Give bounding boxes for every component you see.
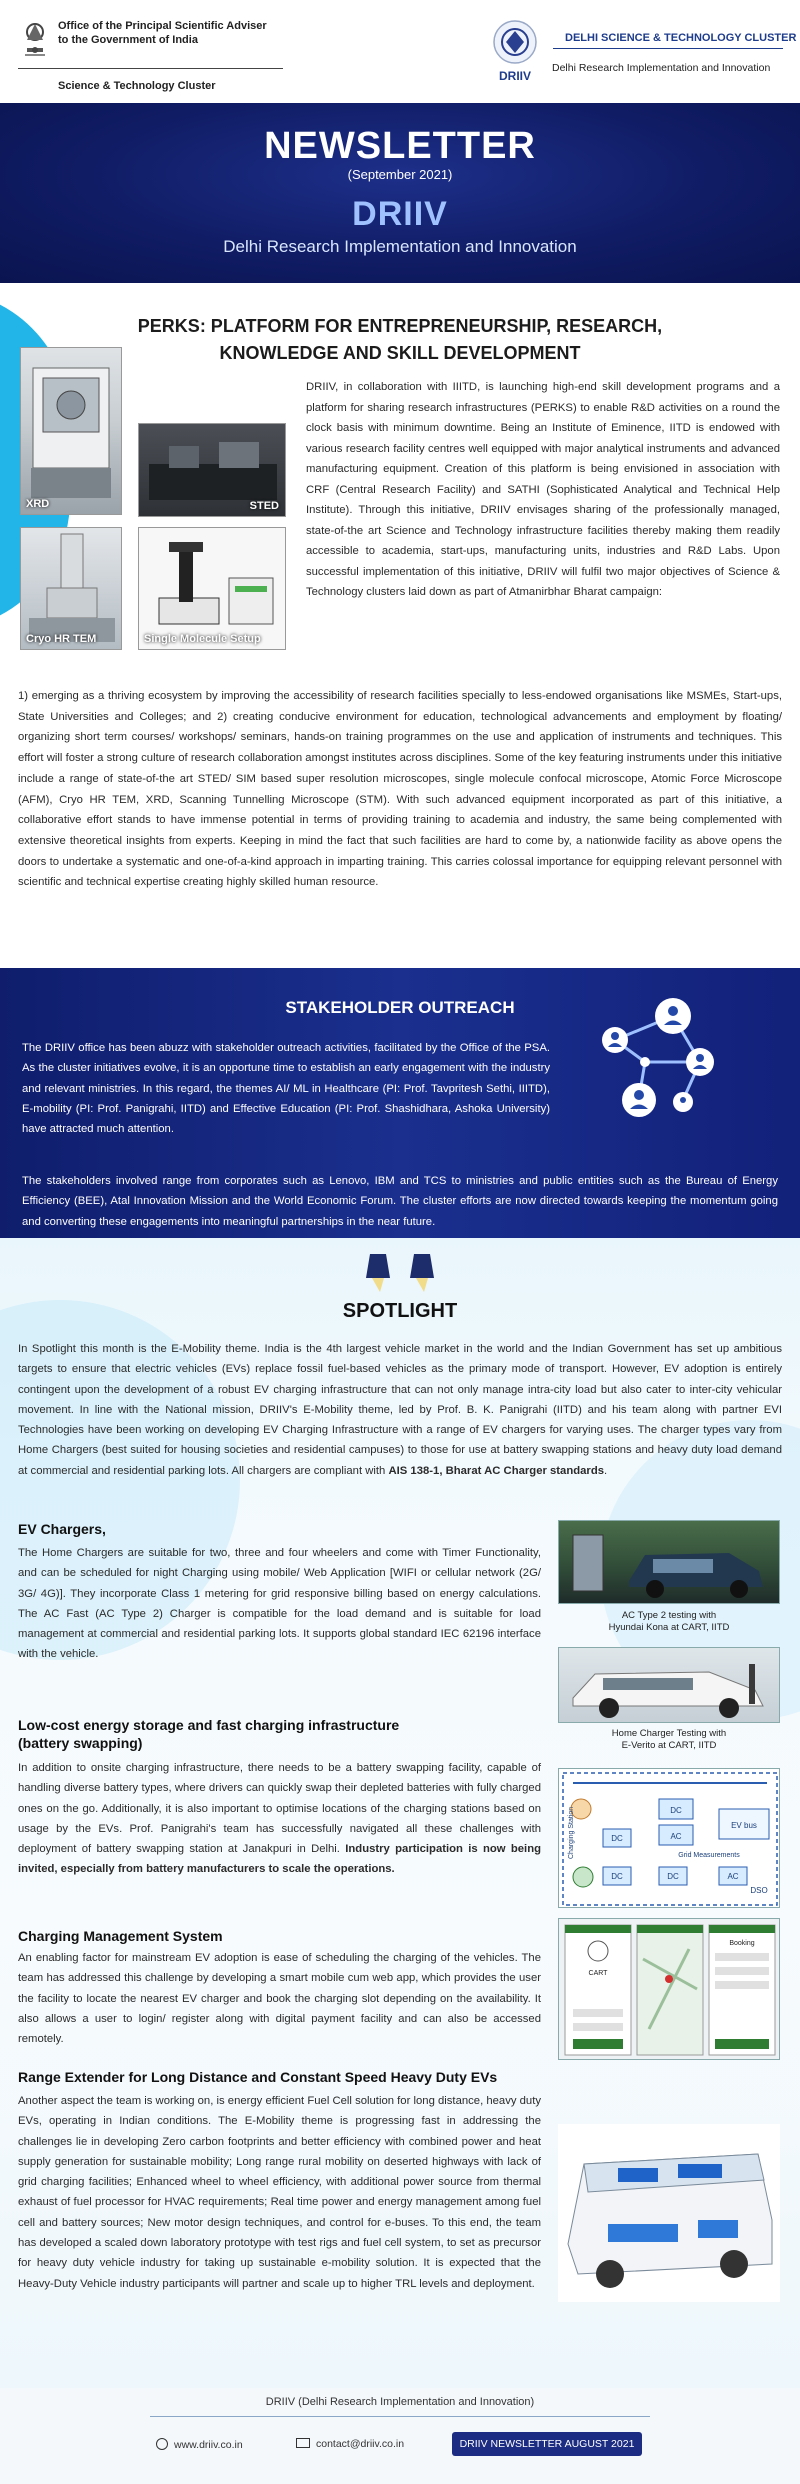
caption-ac-type2-line1: AC Type 2 testing with: [621, 1610, 717, 1621]
footer-email-text[interactable]: contact@driiv.co.in: [316, 2438, 405, 2450]
national-emblem-icon: [18, 18, 52, 62]
newsletter-banner: [0, 103, 800, 283]
perks-paragraph-2: 1) emerging as a thriving ecosystem by improving the accessibility of research facilities specially to less-endowed organisations like MSMEs, Start-ups, State Universities and Colleges; and 2) creating conducive environment for education, technological advancements and employment by floating/ organizing short term courses/ workshops/ seminars, hands-on training programmes on the use and application of instruments and techniques. This effort will foster a strong culture of research collaboration amongst institutes across disciplines. Some of the key featuring instruments under this initiative include a range of state-of-the art STED/ SIM based super resolution microscopes, single molecule confocal microscope, Atomic Force Microscope (AFM), Cryo HR TEM, XRD, Scanning Tunnelling Microscope (STM). With such advanced equipment incorporated as part of this initiative, a collaborative effort stands to have immense potential in terms of providing training to academia and industry, the same being complemented with extensive theoretical insights from experts. Keeping in mind the fact that such facilities are hard to come by, a nationwide facility as above opens the doors to undertake a systematic and one-of-a-kind approach in imparting training. This carries colossal importance for equipping relevant personnel with scientific and technical expertise creating highly skilled human resource.: [18, 690, 782, 889]
network-people-icon: [585, 990, 725, 1125]
caption-home-charger-line1: Home Charger Testing with: [611, 1728, 727, 1739]
range-extender-text: Another aspect the team is working on, is energy efficient Fuel Cell solution for long distance, heavy duty EVs, operating in Indian conditions. The E-Mobility theme is progressing fast in addressing the challenges lie in developing Zero carbon footprints and better efficiency with combined power and heat supply generation for sustainable mobility; Long range rural mobility on deserted highways with lack of grid charging facilities; Enhanced wheel to wheel efficiency, with additional power source from thermal exhaust of fuel processor for HVAC requirements; Real time power and energy management among fuel cell and battery sources; New motor design techniques, and control for e-buses. To this end, the team has developed a scaled down laboratory prototype with test rigs and fuel cell system, to set as precursor for heavy duty vehicle industry for taking up sustainable e-mobility solution. It is expected that the Heavy-Duty Vehicle industry participants will partner and scale up to higher TRL levels and deployment.: [18, 2095, 541, 2290]
caption-ac-type2-line2: Hyundai Kona at CART, IITD: [608, 1622, 730, 1633]
tem-instrument-icon: [21, 528, 122, 650]
photo-label-sted: STED: [249, 500, 279, 512]
banner-subtitle: Delhi Research Implementation and Innovation: [223, 237, 577, 256]
spotlight-title: SPOTLIGHT: [342, 1300, 458, 1322]
charging-app-screens-icon: [559, 1919, 780, 2060]
newsletter-title: NEWSLETTER: [264, 125, 536, 167]
svg-text:DSO: DSO: [750, 1886, 768, 1895]
header-right-divider: [553, 48, 783, 49]
svg-text:DC: DC: [667, 1872, 679, 1881]
header-divider: [18, 68, 283, 69]
cms-heading: Charging Management System: [18, 1928, 223, 1944]
photo-xrd: [20, 347, 122, 515]
caption-home-charger: [558, 1728, 780, 1752]
photo-sted: [138, 423, 286, 517]
photo-label-single-molecule: Single Molecule Setup: [144, 633, 261, 645]
org-name-line2: to the Government of India: [58, 34, 198, 46]
photo-single-molecule-setup: [138, 527, 286, 650]
photo-label-xrd: XRD: [26, 498, 50, 510]
diagram-charging-station: [558, 1768, 780, 1908]
battery-swapping-heading: [18, 1716, 399, 1752]
spotlight-intro-bold: AIS 138-1, Bharat AC Charger standards: [388, 1464, 604, 1477]
spotlight-intro-text: In Spotlight this month is the E-Mobility theme. India is the 4th largest vehicle market in the world and the Indian Government has set up ambitious targets to ensure that electric vehicles (EVs) replace fossil fuel-based vehicles as the primary mode of transport. However, EV adoption is entirely contingent upon the development of a robust EV charging infrastructure that can not only manage intra-city load but also cater to inter-city vehicular movement. In line with the National mission, DRIIV's E-Mobility theme, led by Prof. B. K. Panigrahi (IITD) and his team along with partner EVI Technologies have been working on developing EV Charging Infrastructure with a range of EV chargers for varying uses. The charger types vary from Home Chargers (best suited for housing societies and residential campuses) to those for use at battery swapping stations and heavy duty load demand at commercial and residential parking lots. All chargers are compliant with: [18, 1343, 782, 1477]
svg-text:Grid Measurements: Grid Measurements: [678, 1852, 740, 1859]
svg-text:DC: DC: [611, 1834, 623, 1843]
svg-text:AC: AC: [727, 1872, 739, 1881]
battery-text: In addition to onsite charging infrastructure, there needs to be a battery swapping facility, capable of handling diverse battery types, where drivers can quickly swap their depleted batteries with fully charged ones on the go. Additionally, it is also important to optimise locations of the charging stations based on usage by the EVs. Prof. Panigrahi's team has successfully navigated all these challenges with deployment of battery swapping station at Janakpuri in Delhi.: [18, 1762, 541, 1856]
perks-paragraph-1: DRIIV, in collaboration with IIITD, is launching high-end skill development programs and a platform for sharing research infrastructures (PERKS) to enable R&D activities on a round the clock basis with minimum downtime. Being an Institute of Eminence, IITD is endowed with various research facility centres well equipped with major analytical instruments and advanced manufacturing equipment. Creation of this platform is being envisioned in association with CRF (Central Research Facility) and SATHI (Sophisticated Analytical and Technical Help Institute). Through this initiative, DRIIV envisages sharing of the professionally managed, state-of-the art Science and Technology infrastructure facilities thereby making them readily accessible to academia, start-ups, manufacturing units, industries and R&D Labs. Upon successful implementation of this initiative, DRIIV will fulfil two major objectives of Science & Technology clusters laid down as part of Atmanirbhar Bharat campaign:: [306, 381, 780, 598]
sedan-car-icon: [559, 1648, 780, 1723]
range-extender-heading: Range Extender for Long Distance and Constant Speed Heavy Duty EVs: [18, 2069, 498, 2085]
battery-swapping-text: [18, 1758, 541, 1880]
perks-title-line2: KNOWLEDGE AND SKILL DEVELOPMENT: [219, 343, 581, 363]
ev-chargers-text: The Home Chargers are suitable for two, three and four wheelers and come with Timer Functionality, and can be scheduled for night Charging using mobile/ Web Application [WIFI or cellular network (2G/ 3G/ 4G)]. They incorporate Class 1 metering for grid responsive billing based on energy calculations. The AC Fast (AC Type 2) Charger is compatible for the load demand and is suitable for load management at commercial and residential parking lots. It supports global standard IEC 62196 interface with the vehicle.: [18, 1547, 541, 1661]
photo-home-charger-testing: [558, 1647, 780, 1723]
footer-email[interactable]: [296, 2438, 404, 2450]
spotlight-intro: [18, 1339, 782, 1481]
battery-heading-line2: (battery swapping): [18, 1735, 143, 1751]
svg-text:Booking: Booking: [729, 1940, 755, 1947]
svg-text:AC: AC: [670, 1832, 682, 1841]
cluster-subtitle-right: Delhi Research Implementation and Innovation: [552, 62, 771, 74]
footer-divider: [150, 2416, 650, 2417]
cluster-name: Science & Technology Cluster: [58, 80, 216, 92]
photo-ac-type2-testing: [558, 1520, 780, 1604]
footer-website-text[interactable]: www.driiv.co.in: [174, 2439, 243, 2451]
spotlight-intro-end: .: [604, 1464, 608, 1477]
page-header: [0, 0, 800, 103]
perks-title: [120, 313, 680, 367]
fuel-cell-bus-icon: [558, 2124, 780, 2302]
footer-title: DRIIV (Delhi Research Implementation and Innovation): [265, 2396, 535, 2408]
photo-cryo-hr-tem: [20, 527, 122, 650]
svg-text:CART: CART: [588, 1970, 608, 1977]
svg-text:DC: DC: [611, 1872, 623, 1881]
svg-text:DRIIV: DRIIV: [498, 69, 532, 83]
mail-icon: [296, 2438, 310, 2448]
stakeholder-title: STAKEHOLDER OUTREACH: [285, 998, 515, 1017]
stakeholder-paragraph-2: The stakeholders involved range from corporates such as Lenovo, IBM and TCS to ministries and public entities such as the Bureau of Energy Efficiency (BEE), Atal Innovation Mission and the World Economic Forum. The cluster efforts are now directed towards keeping the momentum going and converting these engagements into meaningful partnerships in the near future.: [22, 1175, 778, 1228]
microscope-icon: [139, 528, 286, 650]
driiv-logo-icon: [488, 18, 542, 86]
newsletter-date: (September 2021): [347, 167, 453, 182]
newsletter-edition-badge: DRIIV NEWSLETTER AUGUST 2021: [452, 2432, 642, 2456]
battery-bold-text: Industry participation is now being invited, especially from battery manufacturers to scale the operations.: [18, 1843, 541, 1876]
caption-ac-type2: [558, 1610, 780, 1634]
cms-text: An enabling factor for mainstream EV adoption is ease of scheduling the charging of the vehicles. The team has addressed this challenge by developing a smart mobile cum web app, which provides the user the facility to locate the nearest EV charger and book the charging slot depending on the availability. It also allows a user to login/ register along with digital payment facility and can also be accessed remotely.: [18, 1952, 541, 2046]
xrd-instrument-icon: [21, 348, 122, 515]
cluster-title-right: DELHI SCIENCE & TECHNOLOGY CLUSTER: [565, 32, 797, 44]
svg-text:DC: DC: [670, 1806, 682, 1815]
stakeholder-outreach-section: [0, 968, 800, 1238]
photo-label-cryo-hr-tem: Cryo HR TEM: [26, 633, 97, 645]
footer-website[interactable]: [156, 2438, 243, 2451]
svg-text:Charging Station: Charging Station: [568, 1806, 575, 1859]
globe-icon: [156, 2438, 168, 2450]
diagram-fuel-cell-bus: [558, 2124, 780, 2302]
charging-station-diagram-icon: [559, 1769, 780, 1908]
battery-heading-line1: Low-cost energy storage and fast charging infrastructure: [18, 1717, 400, 1733]
org-name-line1: Office of the Principal Scientific Adviser: [58, 20, 267, 32]
ev-car-charging-icon: [559, 1521, 780, 1604]
banner-brand: DRIIV: [352, 195, 448, 233]
page-footer: [0, 2388, 800, 2484]
perks-title-line1: PERKS: PLATFORM FOR ENTREPRENEURSHIP, RESEARCH,: [137, 316, 663, 336]
spotlight-lamps-icon: [364, 1252, 436, 1292]
ev-chargers-heading: EV Chargers,: [18, 1521, 106, 1537]
caption-home-charger-line2: E-Verito at CART, IITD: [621, 1740, 717, 1751]
stakeholder-paragraph-1: The DRIIV office has been abuzz with stakeholder outreach activities, facilitated by the Office of the PSA. As the cluster initiatives evolve, it is an opportune time to establish an early engagement with the industry and relevant ministries. In this regard, the themes AI/ ML in Healthcare (PI: Prof. Tavpritesh Sethi, IIITD), E-mobility (PI: Prof. Panigrahi, IITD) and Effective Education (PI: Prof. Shashidhara, Ashoka University) have attracted much attention.: [22, 1042, 550, 1136]
svg-text:EV bus: EV bus: [731, 1821, 757, 1830]
app-screenshots-charging: [558, 1918, 780, 2060]
